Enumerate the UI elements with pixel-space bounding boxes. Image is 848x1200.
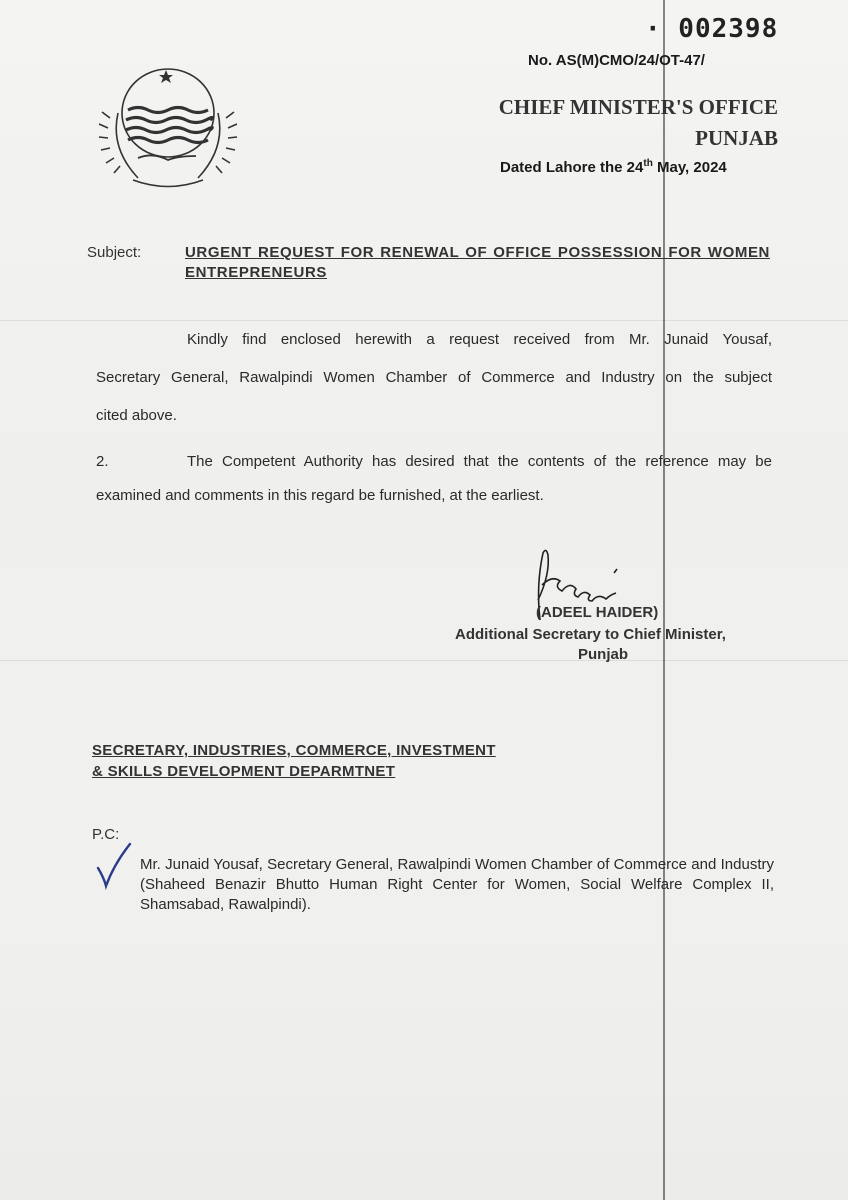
date-prefix: Dated Lahore the 24 xyxy=(500,159,644,176)
reference-number: No. AS(M)CMO/24/OT-47/ xyxy=(528,52,705,69)
copy-to-recipient: Mr. Junaid Yousaf, Secretary General, Rawalpindi Women Chamber of Commerce and Industry (Shaheed Benazir Bhutto Human Right Center for Women, Social Welfare Complex II, Shamsabad, Rawalpindi). xyxy=(140,856,774,913)
date-suffix: May, 2024 xyxy=(652,159,727,176)
subject-text xyxy=(185,243,770,283)
paragraph-2-number: 2. xyxy=(96,453,109,470)
copy-to-label: P.C: xyxy=(92,826,120,843)
checkmark-icon xyxy=(92,838,132,890)
addressee-line: & SKILLS DEVELOPMENT DEPARMTNET xyxy=(92,763,396,780)
subject-heading: URGENT REQUEST FOR RENEWAL OF OFFICE POSSESSION FOR WOMEN ENTREPRENEURS xyxy=(185,244,770,281)
subject-label: Subject: xyxy=(87,244,142,261)
office-province: PUNJAB xyxy=(695,126,778,150)
office-title xyxy=(478,92,778,154)
paragraph-1-line: cited above. xyxy=(96,407,177,424)
date-line xyxy=(500,158,727,176)
paragraph-1 xyxy=(96,330,772,444)
addressee-line: SECRETARY, INDUSTRIES, COMMERCE, INVESTMENT xyxy=(92,742,496,759)
addressee-block xyxy=(92,740,496,782)
office-name: CHIEF MINISTER'S OFFICE xyxy=(498,95,778,119)
paragraph-2-line: The Competent Authority has desired that the contents of the reference may be xyxy=(187,453,772,470)
paragraph-1-line: Secretary General, Rawalpindi Women Chamber of Commerce and Industry on the subject xyxy=(96,369,772,386)
fold-crease xyxy=(663,0,665,1200)
punjab-emblem-icon xyxy=(88,58,248,193)
fold-line xyxy=(0,320,848,321)
paragraph-2-line: examined and comments in this regard be furnished, at the earliest. xyxy=(96,487,544,504)
serial-number: · 002398 xyxy=(645,14,779,44)
signer-name: (ADEEL HAIDER) xyxy=(536,604,659,621)
signer-title: Additional Secretary to Chief Minister, xyxy=(455,626,726,643)
date-suffix-ordinal: th xyxy=(643,158,653,169)
fold-line xyxy=(0,660,848,661)
signer-place: Punjab xyxy=(578,646,629,663)
paragraph-1-line: Kindly find enclosed herewith a request received from Mr. Junaid Yousaf, xyxy=(187,331,772,348)
